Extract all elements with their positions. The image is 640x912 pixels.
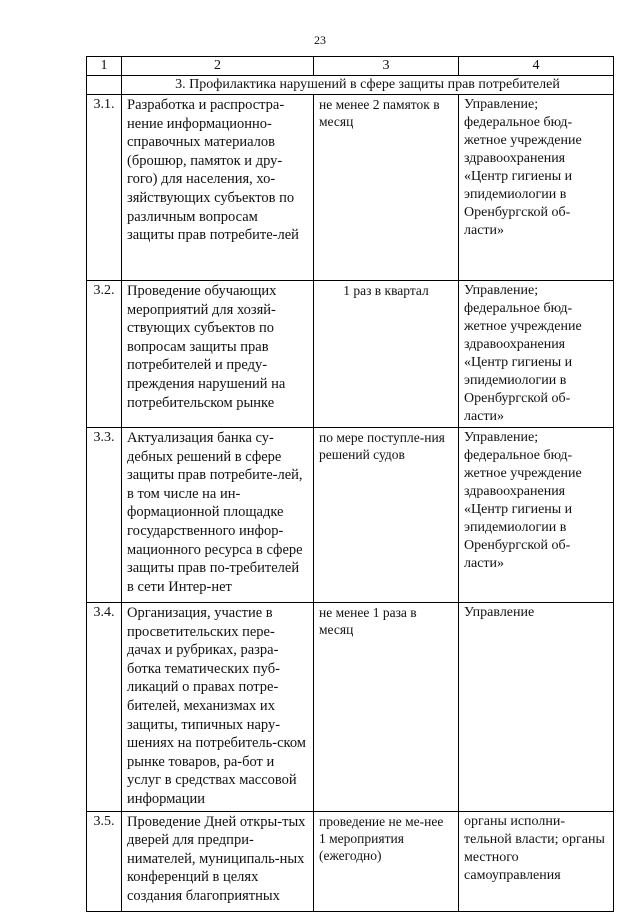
term-cell: не менее 1 раза в месяц	[314, 603, 459, 812]
table-row	[87, 428, 614, 603]
measure-cell: Разработка и распростра-нение информационно-справочных материалов (брошюр, памяток и дру-гого) для населения, хо-зяйствующих субъектов по различным вопросам защиты прав потребите-лей	[122, 95, 314, 281]
measure-cell: Актуализация банка су-дебных решений в сфере защиты прав потребите-лей, в том числе на ин-формационной площадке государственного инфор-мационного ресурса в сфере защиты прав по-требителей в сети Интер-нет	[122, 428, 314, 603]
page-number: 23	[314, 33, 326, 47]
term-cell: не менее 2 памяток в месяц	[314, 95, 459, 281]
measures-table	[86, 56, 614, 912]
executor-cell: Управление	[459, 603, 614, 812]
executor-cell: Управление; федеральное бюд-жетное учреждение здравоохранения «Центр гигиены и эпидемиологии в Оренбургской об-ласти»	[459, 281, 614, 428]
table-row	[87, 281, 614, 428]
table-row	[87, 811, 614, 911]
term-cell: проведение не ме-нее 1 мероприятия (ежегодно)	[314, 811, 459, 911]
term-cell: 1 раз в квартал	[314, 281, 459, 428]
header-cell: 4	[459, 57, 614, 76]
header-cell: 3	[314, 57, 459, 76]
row-number: 3.3.	[87, 428, 122, 603]
table-row	[87, 603, 614, 812]
row-number: 3.1.	[87, 95, 122, 281]
row-number: 3.2.	[87, 281, 122, 428]
executor-cell: Управление; федеральное бюд-жетное учреждение здравоохранения «Центр гигиены и эпидемиологии в Оренбургской об-ласти»	[459, 428, 614, 603]
section-title: 3. Профилактика нарушений в сфере защиты прав потребителей	[122, 76, 614, 95]
executor-cell: органы исполни-тельной власти; органы местного самоуправления	[459, 811, 614, 911]
row-number: 3.4.	[87, 603, 122, 812]
header-cell: 1	[87, 57, 122, 76]
row-number: 3.5.	[87, 811, 122, 911]
measure-cell: Организация, участие в просветительских пере-дачах и рубриках, разра-ботка тематических пуб-ликаций о правах потре-бителей, механизмах их защиты, типичных нару-шениях на потребитель-ском рынке товаров, ра-бот и услуг в средствах массовой информации	[122, 603, 314, 812]
executor-cell: Управление; федеральное бюд-жетное учреждение здравоохранения «Центр гигиены и эпидемиологии в Оренбургской об-ласти»	[459, 95, 614, 281]
term-cell: по мере поступле-ния решений судов	[314, 428, 459, 603]
section-row	[87, 76, 614, 95]
header-row	[87, 57, 614, 76]
table-row	[87, 95, 614, 281]
header-cell: 2	[122, 57, 314, 76]
measure-cell: Проведение Дней откры-тых дверей для предпри-нимателей, муниципаль-ных конференций в целях создания благоприятных	[122, 811, 314, 911]
measure-cell: Проведение обучающих мероприятий для хозяй-ствующих субъектов по вопросам защиты прав потребителей и преду-преждения нарушений на потребительском рынке	[122, 281, 314, 428]
